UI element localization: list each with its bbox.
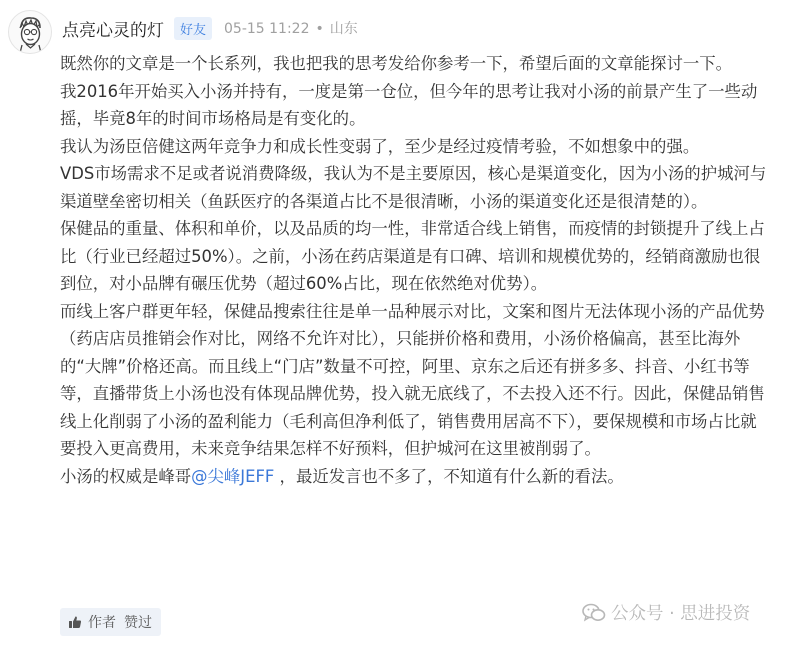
comment-paragraph: 既然你的文章是一个长系列，我也把我的思考发给你参考一下，希望后面的文章能探讨一下。 [60,54,733,73]
comment-time: 05-15 11:22 [224,21,310,37]
comment-meta [224,18,358,38]
author-liked-bar[interactable] [60,608,161,636]
cartoon-portrait-icon [9,11,51,53]
user-mention-link[interactable]: @尖峰JEFF [191,466,275,486]
wechat-watermark [582,600,750,625]
thumbs-up-icon [68,615,82,629]
comment-paragraph: 我2016年开始买入小汤并持有，一度是第一仓位，但今年的思考让我对小汤的前景产生了一些动摇，毕竟8年的时间市场格局是有变化的。 [60,81,758,128]
comment-header [62,14,358,42]
comment-paragraph: VDS市场需求不足或者说消费降级，我认为不是主要原因，核心是渠道变化，因为小汤的护城河与渠道壁垒密切相关（鱼跃医疗的各渠道占比不是很清晰，小汤的渠道变化还是很清楚的）。 [60,164,767,211]
friend-badge: 好友 [174,17,212,40]
meta-separator: • [315,21,324,37]
comment-paragraph-last [60,463,772,491]
watermark-text: 公众号 · 思进投资 [611,604,751,624]
author-label: 作者 [88,615,116,631]
last-line-after: ，最近发言也不多了，不知道有什么新的看法。 [274,466,624,486]
comment-location: 山东 [329,21,358,37]
last-line-before: 小汤的权威是峰哥 [60,466,192,486]
comment-body [60,50,772,490]
comment-paragraph: 我认为汤臣倍健这两年竞争力和成长性变弱了，至少是经过疫情考验，不如想象中的强。 [60,136,700,156]
comment-paragraph: 而线上客户群更年轻，保健品搜索往往是单一品种展示对比，文案和图片无法体现小汤的产品优势（药店店员推销会作对比，网络不允许对比），只能拼价格和费用，小汤价格偏高，甚至比海外的“大牌”价格还高。而且线上“门店”数量不可控，阿里、京东之后还有拼多多、抖音、小红书等等，直播带货上小汤也没有体现品牌优势，投入就无底线了，不去投入还不行。因此，保健品销售线上化削弱了小汤的盈利能力（毛利高但净利低了，销售费用居高不下），要保规模和市场占比就要投入更高费用，未来竞争结果怎样不好预料，但护城河在这里被削弱了。 [60,301,765,458]
author-name[interactable]: 点亮心灵的灯 [62,20,164,41]
wechat-icon [582,602,606,624]
comment-paragraph: 保健品的重量、体积和单价，以及品质的均一性，非常适合线上销售，而疫情的封锁提升了线上占比（行业已经超过50%）。之前，小汤在药店渠道是有口碑、培训和规模优势的，经销商激励也很到位，对小品牌有碾压优势（超过60%占比，现在依然绝对优势）。 [60,219,765,293]
liked-label: 赞过 [124,615,152,631]
avatar[interactable] [8,10,52,54]
